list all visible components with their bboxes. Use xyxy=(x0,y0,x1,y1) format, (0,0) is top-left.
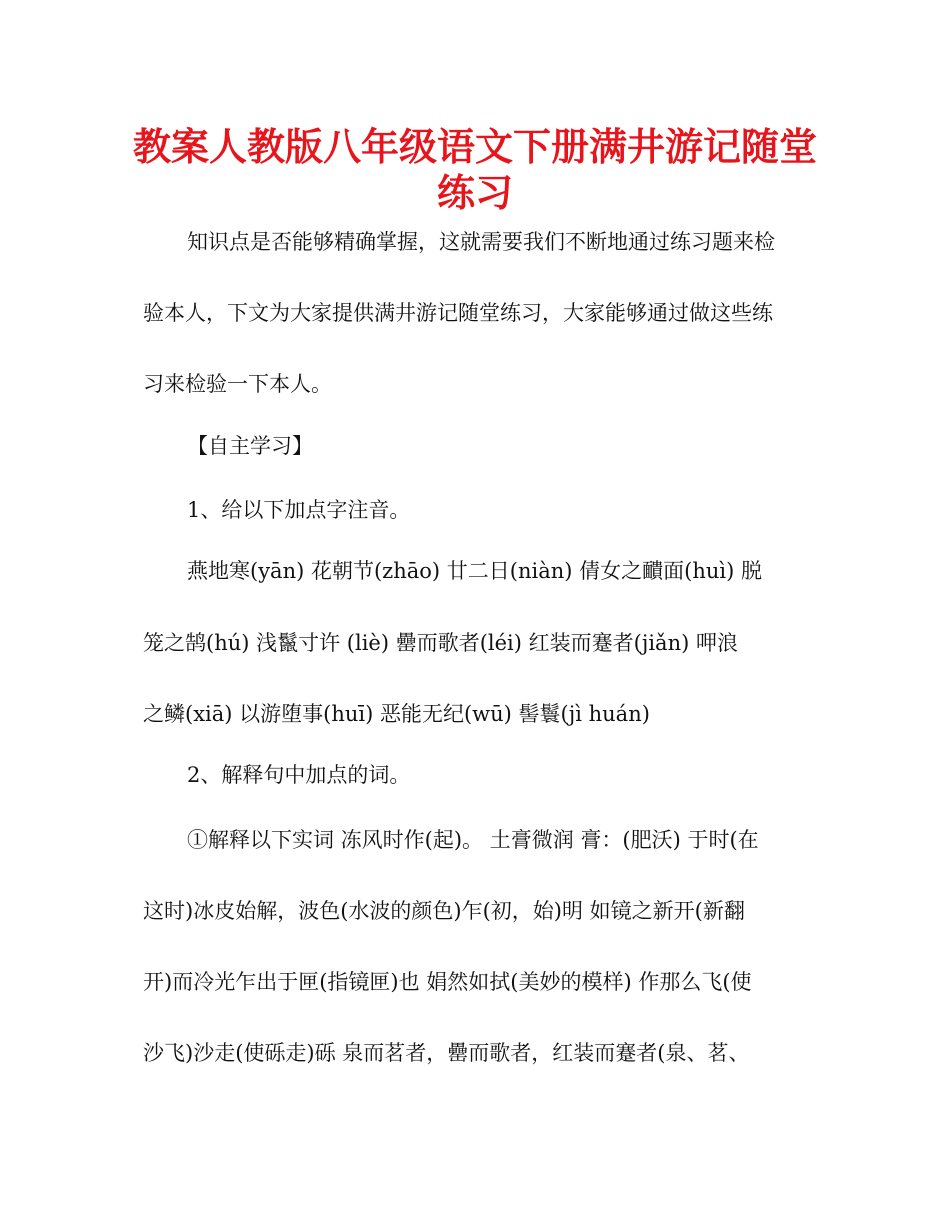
explanation-line: ①解释以下实词 冻风时作(起)。 土膏微润 膏：(肥沃) 于时(在 xyxy=(187,828,759,852)
explanation-line: 开)而冷光乍出于匣(指镜匣)也 娟然如拭(美妙的模样) 作那么飞(使 xyxy=(143,970,752,994)
section-heading: 【自主学习】 xyxy=(187,434,313,458)
explanation-line: 这时)冰皮始解，波色(水波的颜色)乍(初，始)明 如镜之新开(新翻 xyxy=(143,899,745,923)
pinyin-line: 之鳞(xiā) 以游堕事(huī) 恶能无纪(wū) 髻鬟(jì huán) xyxy=(143,702,650,726)
explanation-line: 沙飞)沙走(使砾走)砾 泉而茗者，罍而歌者，红装而蹇者(泉、茗、 xyxy=(143,1041,750,1065)
intro-paragraph-line: 习来检验一下本人。 xyxy=(143,372,332,396)
pinyin-line: 燕地寒(yān) 花朝节(zhāo) 廿二日(niàn) 倩女之靧面(huì) 脱 xyxy=(187,559,762,583)
intro-paragraph-line: 知识点是否能够精确掌握，这就需要我们不断地通过练习题来检 xyxy=(187,230,775,254)
document-title-line-2: 练习 xyxy=(436,171,513,215)
intro-paragraph-line: 验本人，下文为大家提供满井游记随堂练习，大家能够通过做这些练 xyxy=(143,301,773,325)
question-heading: 2、解释句中加点的词。 xyxy=(187,763,411,787)
pinyin-line: 笼之鹄(hú) 浅鬣寸许 (liè) 罍而歌者(léi) 红装而蹇者(jiǎn) 呷浪 xyxy=(143,631,738,655)
document-title-line-1: 教案人教版八年级语文下册满井游记随堂 xyxy=(132,125,817,169)
question-heading: 1、给以下加点字注音。 xyxy=(187,498,411,522)
